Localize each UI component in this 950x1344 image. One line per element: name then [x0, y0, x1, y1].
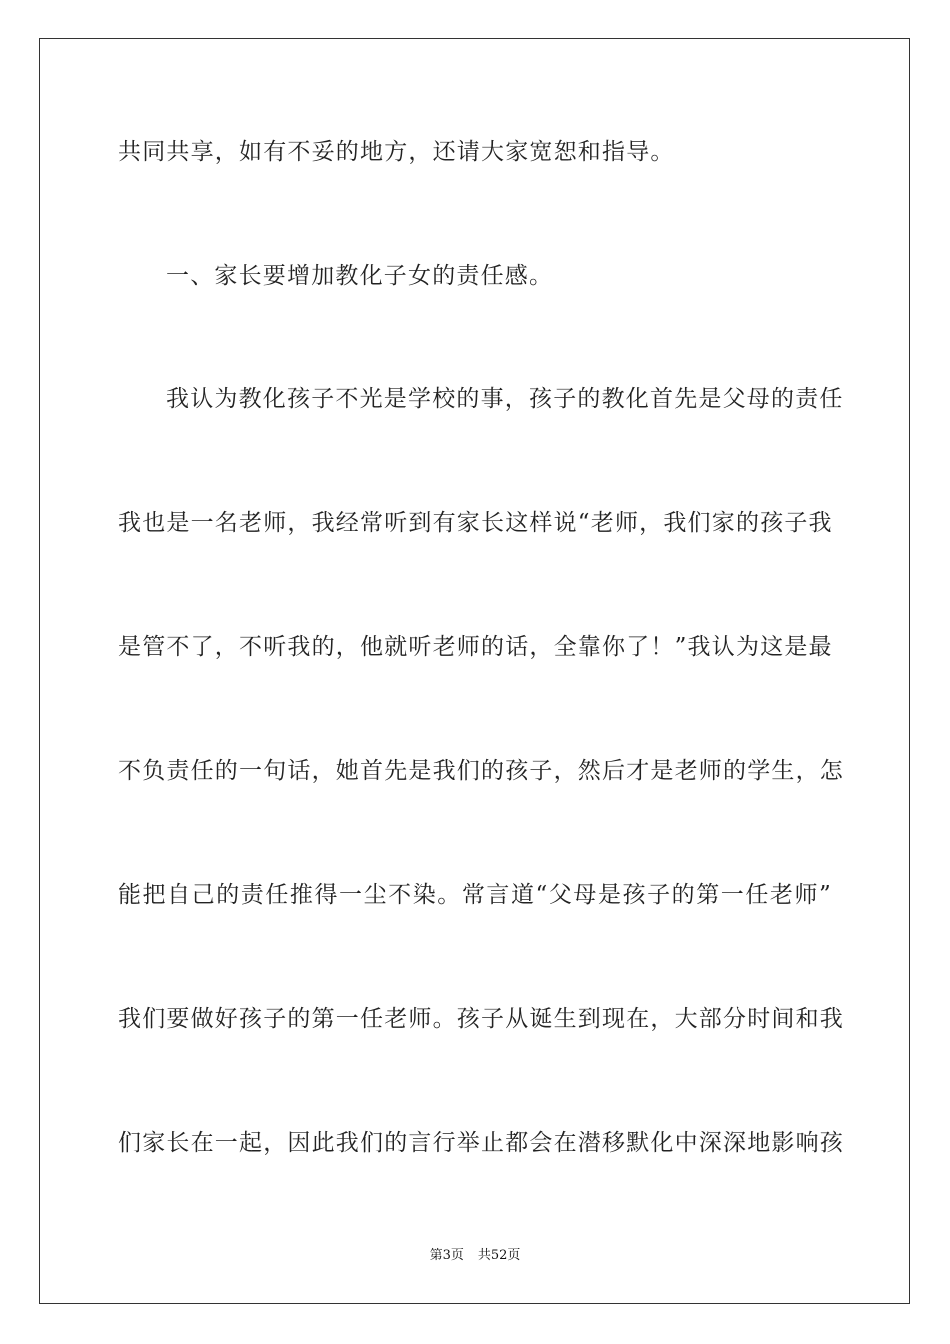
section-heading: 一、家长要增加教化子女的责任感。: [166, 263, 554, 289]
page-border: [39, 38, 910, 1304]
page-number: 第3页: [429, 1248, 464, 1263]
text-line-4: 我也是一名老师，我经常听到有家长这样说“老师，我们家的孩子我: [118, 510, 833, 536]
text-line-7: 能把自己的责任推得一尘不染。常言道“父母是孩子的第一任老师”: [118, 882, 832, 908]
text-line-8: 我们要做好孩子的第一任老师。孩子从诞生到现在，大部分时间和我: [118, 1006, 844, 1032]
text-line-9: 们家长在一起，因此我们的言行举止都会在潜移默化中深深地影响孩: [118, 1130, 844, 1156]
page-footer: [0, 1248, 950, 1264]
text-line-1: 共同共享，如有不妥的地方，还请大家宽恕和指导。: [118, 139, 675, 165]
page-total: 共52页: [477, 1248, 521, 1263]
text-line-6: 不负责任的一句话，她首先是我们的孩子，然后才是老师的学生，怎: [118, 758, 844, 784]
text-line-3: 我认为教化孩子不光是学校的事，孩子的教化首先是父母的责任: [166, 386, 844, 412]
text-line-5: 是管不了，不听我的，他就听老师的话，全靠你了！”我认为这是最: [118, 634, 833, 660]
